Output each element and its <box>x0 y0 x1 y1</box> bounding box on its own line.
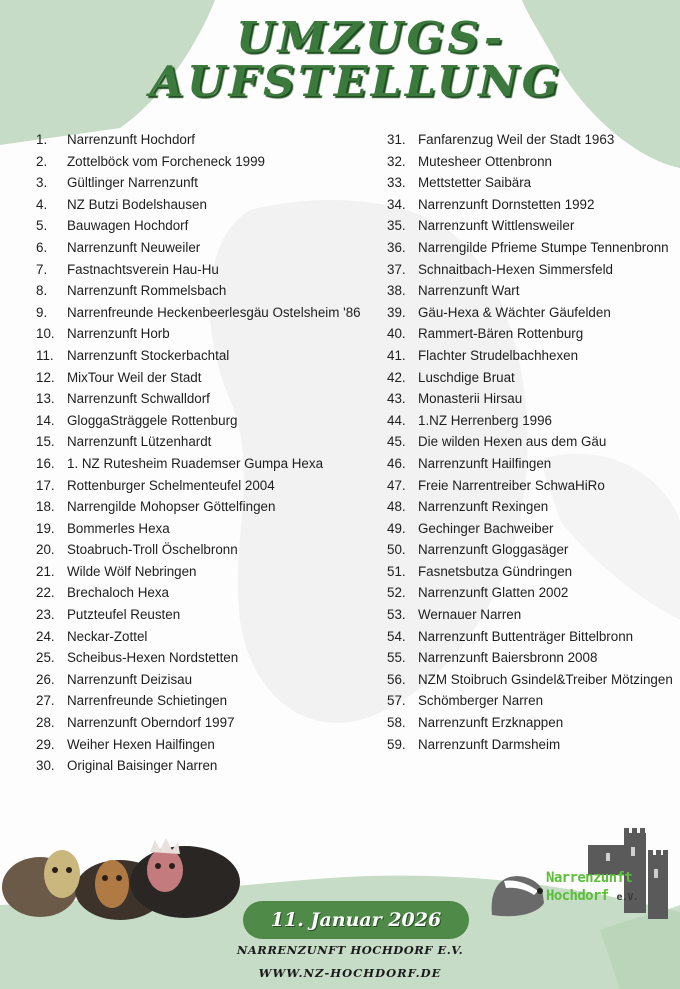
list-item <box>387 323 677 345</box>
group-name: Narrenzunft Erzknappen <box>418 715 564 731</box>
list-item <box>387 669 677 691</box>
list-number: 22. <box>36 585 55 601</box>
badger-icon <box>492 876 544 916</box>
list-item <box>36 410 366 432</box>
group-name: Freie Narrentreiber SchwaHiRo <box>418 477 605 493</box>
list-item <box>36 388 366 410</box>
group-name: Weiher Hexen Hailfingen <box>67 736 215 752</box>
list-item <box>387 237 677 259</box>
list-item <box>387 280 677 302</box>
group-name: Narrenzunft Dornstetten 1992 <box>418 196 595 212</box>
list-number: 48. <box>387 499 406 515</box>
list-item <box>36 690 366 712</box>
list-number: 7. <box>36 261 48 277</box>
list-item <box>36 561 366 583</box>
list-number: 34. <box>387 196 406 212</box>
group-name: 1.NZ Herrenberg 1996 <box>418 412 552 428</box>
list-item <box>387 475 677 497</box>
list-number: 2. <box>36 153 48 169</box>
group-name: Narrenzunft Glatten 2002 <box>418 585 569 601</box>
list-number: 14. <box>36 412 55 428</box>
parade-list-left <box>36 129 366 777</box>
group-name: Narrenzunft Wittlensweiler <box>418 218 575 234</box>
list-item <box>387 690 677 712</box>
website-link[interactable]: WWW.NZ-HOCHDORF.DE <box>258 966 442 980</box>
group-name: Schömberger Narren <box>418 693 544 709</box>
list-item <box>36 582 366 604</box>
logo-wordmark <box>546 869 638 907</box>
list-item <box>36 669 366 691</box>
title-line-2: AUFSTELLUNG <box>149 57 563 106</box>
group-name: Narrengilde Pfrieme Stumpe Tennenbronn <box>418 239 669 255</box>
list-number: 29. <box>36 736 55 752</box>
group-name: Narrenzunft Wart <box>418 283 520 299</box>
group-name: Narrenzunft Hailfingen <box>418 455 552 471</box>
list-number: 25. <box>36 650 55 666</box>
list-item <box>36 431 366 453</box>
list-number: 3. <box>36 175 48 191</box>
group-name: Zottelböck vom Forcheneck 1999 <box>67 153 265 169</box>
list-item <box>387 259 677 281</box>
list-number: 13. <box>36 391 55 407</box>
list-item <box>36 539 366 561</box>
group-name: Wernauer Narren <box>418 607 522 623</box>
group-name: Narrenfreunde Schietingen <box>67 693 228 709</box>
list-item <box>36 475 366 497</box>
list-number: 28. <box>36 715 55 731</box>
group-name: Narrenzunft Rommelsbach <box>67 283 227 299</box>
list-number: 33. <box>387 175 406 191</box>
list-number: 35. <box>387 218 406 234</box>
list-item <box>36 129 366 151</box>
list-item <box>387 345 677 367</box>
group-name: Monasterii Hirsau <box>418 391 523 407</box>
list-item <box>387 496 677 518</box>
list-item <box>387 734 677 756</box>
list-item <box>387 626 677 648</box>
list-number: 59. <box>387 736 406 752</box>
list-item <box>387 582 677 604</box>
organizer-name: NARRENZUNFT HOCHDORF E.V. <box>236 943 464 957</box>
list-number: 26. <box>36 671 55 687</box>
group-name: MixTour Weil der Stadt <box>67 369 202 385</box>
group-name: Narrenzunft Lützenhardt <box>67 434 212 450</box>
list-item <box>36 453 366 475</box>
list-number: 9. <box>36 304 48 320</box>
list-number: 12. <box>36 369 55 385</box>
list-number: 19. <box>36 520 55 536</box>
list-number: 10. <box>36 326 55 342</box>
list-item <box>36 172 366 194</box>
list-number: 31. <box>387 132 406 147</box>
list-item <box>36 712 366 734</box>
list-item <box>387 302 677 324</box>
list-item <box>36 215 366 237</box>
group-name: Scheibus-Hexen Nordstetten <box>67 650 239 666</box>
group-name: Stoabruch-Troll Öschelbronn <box>67 542 238 558</box>
group-name: Fanfarenzug Weil der Stadt 1963 <box>418 132 615 147</box>
logo-line-2-text: Hochdorf <box>546 888 609 904</box>
group-name: Gäu-Hexa & Wächter Gäufelden <box>418 304 611 320</box>
list-number: 8. <box>36 283 48 299</box>
group-name: Narrenzunft Neuweiler <box>67 239 201 255</box>
group-name: Fasnetsbutza Gündringen <box>418 563 573 579</box>
list-number: 42. <box>387 369 406 385</box>
list-item <box>36 280 366 302</box>
group-name: Narrenzunft Buttenträger Bittelbronn <box>418 628 634 644</box>
list-number: 32. <box>387 153 406 169</box>
list-item <box>387 215 677 237</box>
list-number: 5. <box>36 218 48 234</box>
list-item <box>387 539 677 561</box>
list-number: 6. <box>36 239 48 255</box>
group-name: Bommerles Hexa <box>67 520 170 536</box>
list-item <box>36 345 366 367</box>
list-item <box>387 151 677 173</box>
list-number: 15. <box>36 434 55 450</box>
group-name: Narrenzunft Darmsheim <box>418 736 561 752</box>
list-number: 44. <box>387 412 406 428</box>
list-number: 51. <box>387 563 406 579</box>
group-name: Schnaitbach-Hexen Simmersfeld <box>418 261 613 277</box>
list-number: 37. <box>387 261 406 277</box>
list-item <box>387 172 677 194</box>
group-name: NZ Butzi Bodelshausen <box>67 196 207 212</box>
group-name: Original Baisinger Narren <box>67 758 218 774</box>
list-item <box>387 518 677 540</box>
list-number: 38. <box>387 283 406 299</box>
list-item <box>387 410 677 432</box>
group-name: Narrenzunft Stockerbachtal <box>67 347 230 363</box>
list-item <box>36 518 366 540</box>
list-item <box>36 151 366 173</box>
list-number: 39. <box>387 304 406 320</box>
list-item <box>36 755 366 777</box>
list-number: 27. <box>36 693 55 709</box>
list-item <box>36 604 366 626</box>
list-item <box>36 237 366 259</box>
list-number: 46. <box>387 455 406 471</box>
list-item <box>36 259 366 281</box>
group-name: Narrenfreunde Heckenbeerlesgäu Ostelsheim '86 <box>67 304 361 320</box>
group-name: Wilde Wölf Nebringen <box>67 563 197 579</box>
group-name: GloggaSträggele Rottenburg <box>67 412 238 428</box>
group-name: Flachter Strudelbachhexen <box>418 347 579 363</box>
list-number: 47. <box>387 477 406 493</box>
list-item <box>387 712 677 734</box>
group-name: Die wilden Hexen aus dem Gäu <box>418 434 607 450</box>
list-number: 1. <box>36 132 48 147</box>
list-item <box>387 561 677 583</box>
list-item <box>36 323 366 345</box>
list-number: 49. <box>387 520 406 536</box>
list-number: 36. <box>387 239 406 255</box>
list-number: 56. <box>387 671 406 687</box>
list-number: 57. <box>387 693 406 709</box>
logo-suffix: e.V. <box>616 892 639 903</box>
event-date-badge: 11. Januar 2026 <box>243 901 469 939</box>
list-number: 53. <box>387 607 406 623</box>
group-name: Narrenzunft Rexingen <box>418 499 549 515</box>
list-item <box>387 604 677 626</box>
list-number: 4. <box>36 196 48 212</box>
group-name: Mettstetter Saibära <box>418 175 532 191</box>
list-number: 20. <box>36 542 55 558</box>
list-number: 30. <box>36 758 55 774</box>
list-item <box>387 388 677 410</box>
group-name: Narrenzunft Horb <box>67 326 170 342</box>
list-number: 16. <box>36 455 55 471</box>
list-item <box>387 647 677 669</box>
list-number: 11. <box>36 347 54 363</box>
group-name: Luschdige Bruat <box>418 369 515 385</box>
list-item <box>387 431 677 453</box>
group-name: Narrenzunft Schwalldorf <box>67 391 210 407</box>
list-item <box>36 626 366 648</box>
group-name: Gechinger Bachweiber <box>418 520 554 536</box>
list-number: 24. <box>36 628 55 644</box>
list-number: 43. <box>387 391 406 407</box>
list-item <box>36 367 366 389</box>
list-number: 23. <box>36 607 55 623</box>
list-item <box>36 302 366 324</box>
group-name: NZM Stoibruch Gsindel&Treiber Mötzingen <box>418 671 673 687</box>
group-name: Narrenzunft Gloggasäger <box>418 542 569 558</box>
group-name: Rammert-Bären Rottenburg <box>418 326 584 342</box>
title-line-1: UMZUGS- <box>235 13 506 62</box>
group-name: Rottenburger Schelmenteufel 2004 <box>67 477 275 493</box>
group-name: Bauwagen Hochdorf <box>67 218 189 234</box>
group-name: 1. NZ Rutesheim Ruademser Gumpa Hexa <box>67 455 324 471</box>
carnival-masks-image <box>0 832 245 920</box>
list-item <box>36 496 366 518</box>
list-number: 50. <box>387 542 406 558</box>
group-name: Putzteufel Reusten <box>67 607 181 623</box>
list-number: 54. <box>387 628 406 644</box>
group-name: Neckar-Zottel <box>67 628 148 644</box>
list-item <box>36 647 366 669</box>
list-number: 21. <box>36 563 55 579</box>
group-name: Brechaloch Hexa <box>67 585 169 601</box>
page-title <box>0 13 680 106</box>
group-name: Gültlinger Narrenzunft <box>67 175 198 191</box>
list-number: 18. <box>36 499 55 515</box>
list-number: 41. <box>387 347 406 363</box>
list-item <box>387 453 677 475</box>
list-item <box>387 367 677 389</box>
list-number: 17. <box>36 477 55 493</box>
group-name: Mutesheer Ottenbronn <box>418 153 552 169</box>
list-item <box>36 194 366 216</box>
list-number: 52. <box>387 585 406 601</box>
list-number: 55. <box>387 650 406 666</box>
group-name: Narrenzunft Baiersbronn 2008 <box>418 650 598 666</box>
list-item <box>36 734 366 756</box>
list-item <box>387 129 677 151</box>
group-name: Narrenzunft Oberndorf 1997 <box>67 715 235 731</box>
list-number: 45. <box>387 434 406 450</box>
group-name: Narrenzunft Deizisau <box>67 671 193 687</box>
logo-line-1: Narrenzunft <box>546 870 633 886</box>
list-item <box>387 194 677 216</box>
list-number: 40. <box>387 326 406 342</box>
group-name: Fastnachtsverein Hau-Hu <box>67 261 219 277</box>
parade-list-right <box>387 129 677 755</box>
logo-line-2 <box>546 887 638 907</box>
list-number: 58. <box>387 715 406 731</box>
group-name: Narrenzunft Hochdorf <box>67 132 196 147</box>
group-name: Narrengilde Mohopser Göttelfingen <box>67 499 276 515</box>
